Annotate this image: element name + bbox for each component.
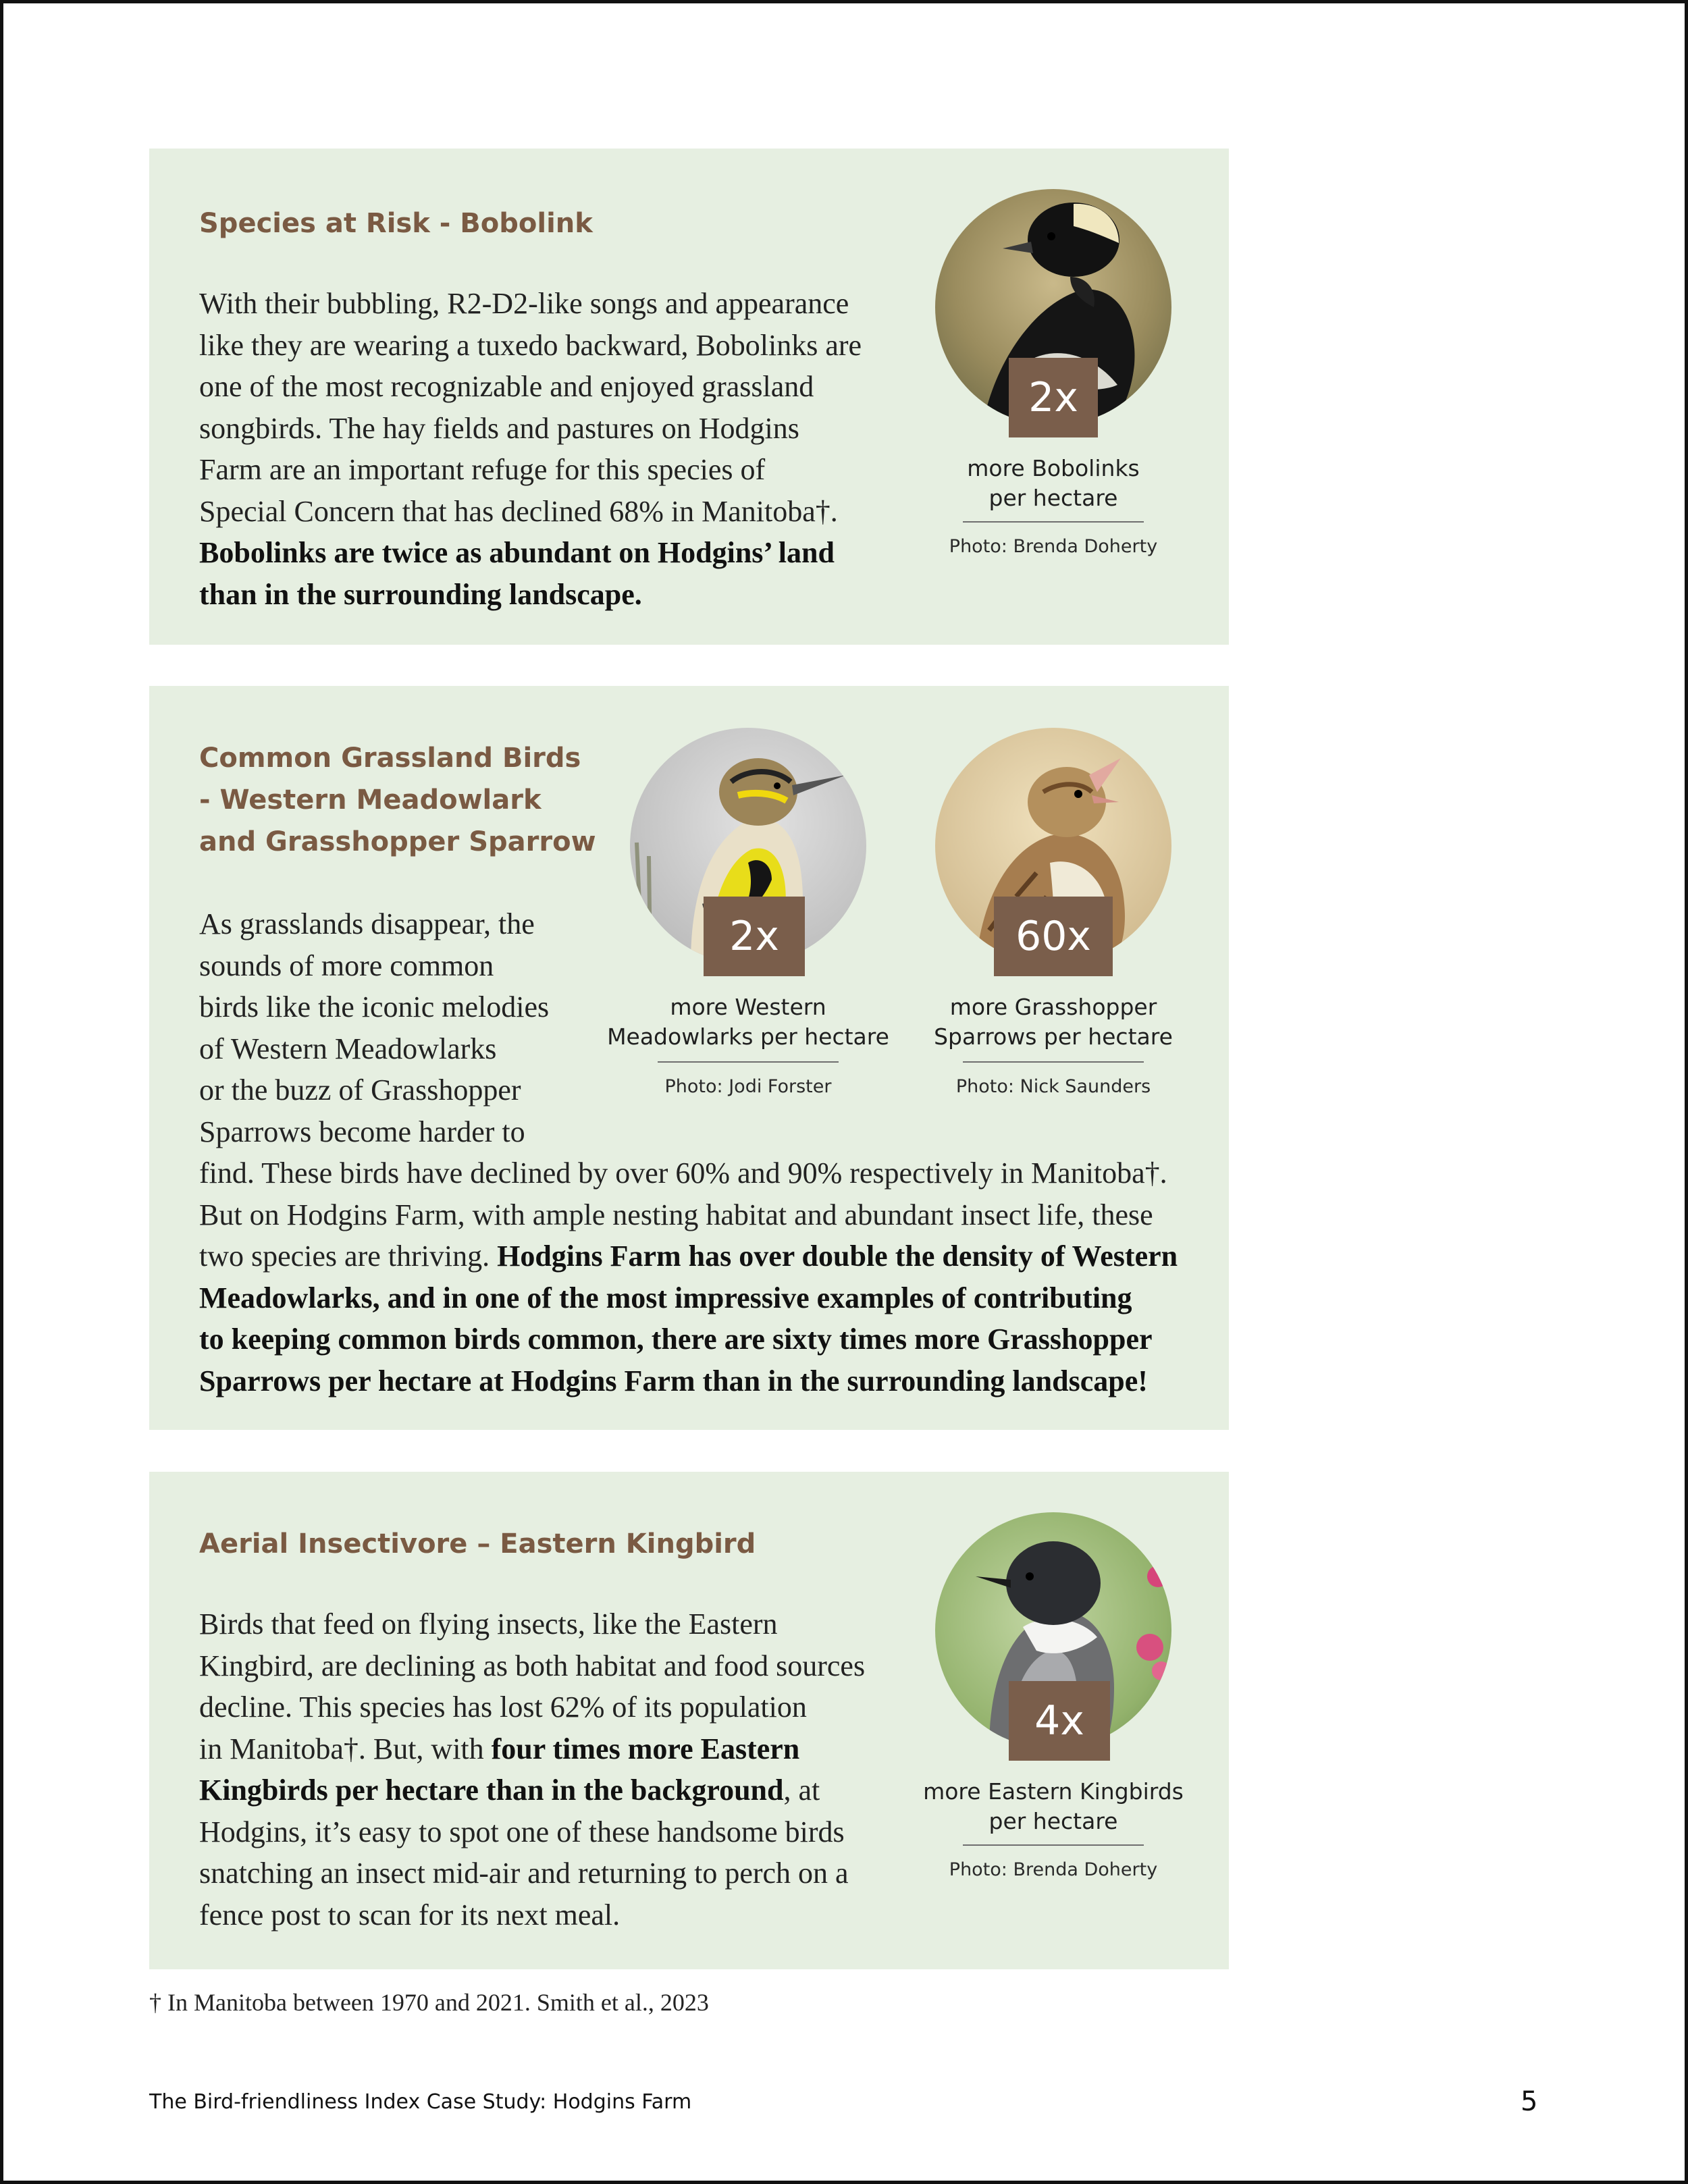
meadowlark-caption-divider (658, 1061, 839, 1063)
kingbird-stat-badge: 4x (1009, 1681, 1110, 1761)
grassland-line: of Western Meadowlarks (199, 1032, 497, 1065)
bobolink-heading: Species at Risk - Bobolink (199, 208, 593, 239)
bobolink-stat-caption: more Bobolinks per hectare (967, 455, 1140, 511)
footnote: † In Manitoba between 1970 and 2021. Smith et al., 2023 (149, 1989, 709, 2016)
page-number: 5 (1521, 2086, 1538, 2117)
grassland-line: birds like the iconic melodies (199, 990, 550, 1023)
grasshopper-sparrow-stat-badge: 60x (994, 897, 1113, 976)
meadowlark-stat-caption: more Western Meadowlarks per hectare (607, 994, 889, 1050)
meadowlark-photo-credit: Photo: Jodi Forster (664, 1076, 832, 1097)
kingbird-line: Kingbird, are declining as both habitat and food sources (199, 1649, 866, 1682)
bobolink-bold-line: Bobolinks are twice as abundant on Hodgins’ land (199, 536, 835, 569)
grassland-line: or the buzz of Grasshopper (199, 1073, 521, 1107)
bobolink-photo-credit: Photo: Brenda Doherty (949, 536, 1158, 557)
grassland-bold-line: Meadowlarks, and in one of the most impressive examples of contributing (199, 1281, 1132, 1314)
kingbird-line: decline. This species has lost 62% of its population (199, 1690, 807, 1724)
bobolink-line: one of the most recognizable and enjoyed grassland (199, 370, 814, 403)
bobolink-line: like they are wearing a tuxedo backward, Bobolinks are (199, 328, 862, 362)
bobolink-figure (905, 189, 1202, 608)
bobolink-caption-divider (963, 521, 1144, 523)
bobolink-bold-line: than in the surrounding landscape. (199, 577, 642, 611)
grassland-bold-line: Sparrows per hectare at Hodgins Farm than in the surrounding landscape! (199, 1364, 1148, 1397)
meadowlark-figure (600, 728, 897, 1146)
kingbird-photo-credit: Photo: Brenda Doherty (949, 1859, 1158, 1880)
grassland-heading-line: Common Grassland Birds (199, 743, 581, 774)
kingbird-line: snatching an insect mid-air and returning to perch on a (199, 1857, 849, 1890)
kingbird-figure (905, 1512, 1202, 1931)
bobolink-line: With their bubbling, R2-D2-like songs and appearance (199, 287, 849, 320)
bobolink-body (199, 283, 915, 615)
grassland-line: two species are thriving. Hodgins Farm has over double the density of Western (199, 1240, 1178, 1273)
grassland-heading-line: and Grasshopper Sparrow (199, 826, 596, 857)
kingbird-stat-caption: more Eastern Kingbirds per hectare (923, 1778, 1184, 1834)
grassland-line: Sparrows become harder to (199, 1115, 525, 1148)
grasshopper-sparrow-stat-caption: more Grasshopper Sparrows per hectare (934, 994, 1173, 1050)
grasshopper-sparrow-figure (905, 728, 1202, 1146)
kingbird-line: in Manitoba†. But, with four times more Eastern (199, 1732, 800, 1765)
kingbird-body (199, 1603, 915, 1936)
grassland-line: find. These birds have declined by over 60% and 90% respectively in Manitoba†. (199, 1156, 1167, 1190)
grasshopper-sparrow-photo-credit: Photo: Nick Saunders (955, 1076, 1151, 1097)
bobolink-line: songbirds. The hay fields and pastures on Hodgins (199, 411, 799, 445)
grassland-heading (199, 737, 596, 863)
grassland-line: But on Hodgins Farm, with ample nesting habitat and abundant insect life, these (199, 1198, 1153, 1231)
kingbird-panel (149, 1472, 1229, 1969)
kingbird-line: Birds that feed on flying insects, like the Eastern (199, 1607, 778, 1641)
kingbird-line: Hodgins, it’s easy to spot one of these handsome birds (199, 1815, 845, 1848)
grassland-heading-line: - Western Meadowlark (199, 784, 542, 816)
kingbird-line: fence post to scan for its next meal. (199, 1898, 621, 1932)
grassland-line: sounds of more common (199, 949, 494, 982)
bobolink-panel (149, 149, 1229, 645)
kingbird-line: Kingbirds per hectare than in the background, at (199, 1774, 820, 1807)
grasshopper-sparrow-caption-divider (963, 1061, 1144, 1063)
bobolink-line: Special Concern that has declined 68% in Manitoba†. (199, 494, 838, 528)
grassland-bold-line: to keeping common birds common, there are sixty times more Grasshopper (199, 1323, 1153, 1356)
kingbird-heading: Aerial Insectivore – Eastern Kingbird (199, 1528, 756, 1560)
grassland-line: As grasslands disappear, the (199, 907, 535, 940)
bobolink-stat-badge: 2x (1009, 358, 1098, 437)
footer-title: The Bird-friendliness Index Case Study: Hodgins Farm (149, 2090, 692, 2114)
bobolink-line: Farm are an important refuge for this species of (199, 453, 766, 486)
kingbird-caption-divider (963, 1844, 1144, 1846)
grassland-panel (149, 686, 1229, 1430)
meadowlark-stat-badge: 2x (704, 897, 805, 976)
